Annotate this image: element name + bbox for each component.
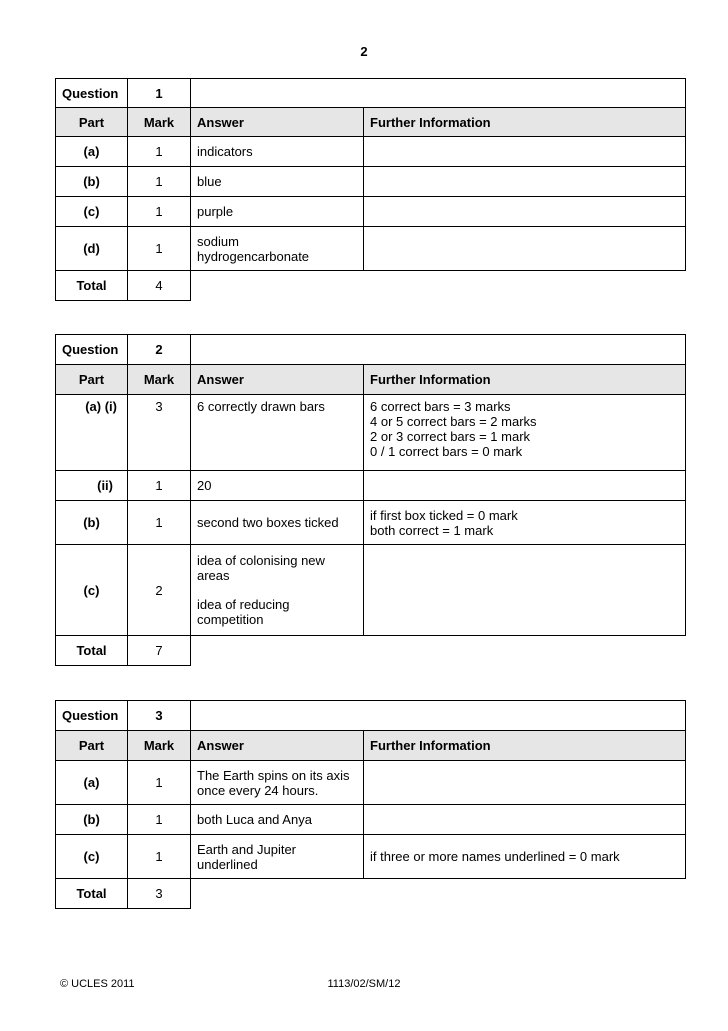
question-row — [56, 701, 686, 731]
mark-cell: 3 — [128, 395, 191, 471]
table-row — [56, 835, 686, 879]
question-row — [56, 79, 686, 108]
info-line: 0 / 1 correct bars = 0 mark — [370, 444, 523, 459]
mark-cell: 1 — [128, 197, 191, 227]
answer-cell — [191, 835, 364, 879]
total-value: 4 — [128, 271, 191, 301]
answer-line: hydrogencarbonate — [197, 248, 310, 264]
answer-header: Answer — [191, 365, 364, 395]
answer-line: The Earth spins on its axis — [197, 767, 350, 783]
info-cell — [364, 227, 686, 271]
table-row — [56, 761, 686, 805]
mark-cell: 1 — [128, 805, 191, 835]
mark-header: Mark — [128, 108, 191, 137]
answer-line: idea of colonising new — [197, 553, 325, 568]
header-row — [56, 365, 686, 395]
table-row — [56, 501, 686, 545]
part-header: Part — [56, 365, 128, 395]
mark-cell: 1 — [128, 501, 191, 545]
info-cell — [364, 167, 686, 197]
table-row — [56, 227, 686, 271]
table-row — [56, 805, 686, 835]
part-header: Part — [56, 108, 128, 137]
question-blank — [191, 335, 686, 365]
mark-cell: 2 — [128, 545, 191, 636]
info-cell — [364, 197, 686, 227]
question-blank — [191, 701, 686, 731]
part-cell: (ii) — [56, 471, 128, 501]
part-cell: (a) — [56, 761, 128, 805]
mark-cell: 1 — [128, 137, 191, 167]
further-information-header: Further Information — [364, 731, 686, 761]
total-label: Total — [56, 636, 128, 666]
question-blank — [191, 79, 686, 108]
part-cell: (c) — [56, 197, 128, 227]
mark-header: Mark — [128, 731, 191, 761]
total-value: 3 — [128, 879, 191, 909]
info-cell — [364, 805, 686, 835]
info-cell — [364, 137, 686, 167]
mark-cell: 1 — [128, 761, 191, 805]
table-row — [56, 395, 686, 471]
answer-cell: blue — [191, 167, 364, 197]
info-cell — [364, 501, 686, 545]
answer-cell: indicators — [191, 137, 364, 167]
part-cell: (c) — [56, 545, 128, 636]
question-label: Question — [56, 79, 128, 108]
answer-line: Earth and Jupiter — [197, 841, 297, 857]
question-number: 3 — [128, 701, 191, 731]
header-row — [56, 108, 686, 137]
answer-cell — [191, 761, 364, 805]
total-row — [56, 271, 686, 301]
further-information-header: Further Information — [364, 108, 686, 137]
mark-cell: 1 — [128, 227, 191, 271]
table-row — [56, 197, 686, 227]
part-cell: (d) — [56, 227, 128, 271]
part-cell: (b) — [56, 167, 128, 197]
part-header: Part — [56, 731, 128, 761]
answer-line: areas — [197, 568, 230, 583]
mark-cell: 1 — [128, 167, 191, 197]
question-row — [56, 335, 686, 365]
info-line: both correct = 1 mark — [370, 522, 494, 538]
question-label: Question — [56, 335, 128, 365]
further-information-header: Further Information — [364, 365, 686, 395]
table-row — [56, 167, 686, 197]
page-number: 2 — [360, 44, 368, 59]
question-2-table — [55, 334, 686, 666]
table-row — [56, 471, 686, 501]
info-line: 4 or 5 correct bars = 2 marks — [370, 414, 537, 429]
info-cell: if three or more names underlined = 0 mark — [364, 835, 686, 879]
copyright-footer: © UCLES 2011 — [60, 978, 135, 990]
answer-cell: second two boxes ticked — [191, 501, 364, 545]
info-cell — [364, 471, 686, 501]
document-code-footer: 1113/02/SM/12 — [327, 978, 401, 990]
total-label: Total — [56, 879, 128, 909]
answer-line: underlined — [197, 856, 258, 872]
mark-header: Mark — [128, 365, 191, 395]
answer-cell — [191, 545, 364, 636]
question-1-table — [55, 78, 686, 301]
question-number: 2 — [128, 335, 191, 365]
answer-line: sodium — [197, 233, 239, 249]
answer-cell: both Luca and Anya — [191, 805, 364, 835]
answer-header: Answer — [191, 108, 364, 137]
part-cell: (c) — [56, 835, 128, 879]
part-cell: (b) — [56, 501, 128, 545]
total-row — [56, 879, 686, 909]
info-cell — [364, 395, 686, 471]
question-label: Question — [56, 701, 128, 731]
table-row — [56, 137, 686, 167]
info-cell — [364, 545, 686, 636]
answer-cell: 6 correctly drawn bars — [191, 395, 364, 471]
info-cell — [364, 761, 686, 805]
mark-cell: 1 — [128, 835, 191, 879]
info-line: if first box ticked = 0 mark — [370, 507, 518, 523]
part-cell: (a) (i) — [56, 395, 128, 471]
info-line: 6 correct bars = 3 marks — [370, 399, 511, 414]
answer-line: once every 24 hours. — [197, 782, 319, 798]
mark-cell: 1 — [128, 471, 191, 501]
question-3-table — [55, 700, 686, 909]
answer-cell: 20 — [191, 471, 364, 501]
answer-line: idea of reducing — [197, 597, 290, 612]
info-line: 2 or 3 correct bars = 1 mark — [370, 429, 531, 444]
answer-cell: purple — [191, 197, 364, 227]
question-number: 1 — [128, 79, 191, 108]
answer-header: Answer — [191, 731, 364, 761]
total-label: Total — [56, 271, 128, 301]
total-value: 7 — [128, 636, 191, 666]
part-cell: (b) — [56, 805, 128, 835]
table-row — [56, 545, 686, 636]
part-cell: (a) — [56, 137, 128, 167]
answer-line: competition — [197, 612, 264, 627]
header-row — [56, 731, 686, 761]
total-row — [56, 636, 686, 666]
answer-cell — [191, 227, 364, 271]
